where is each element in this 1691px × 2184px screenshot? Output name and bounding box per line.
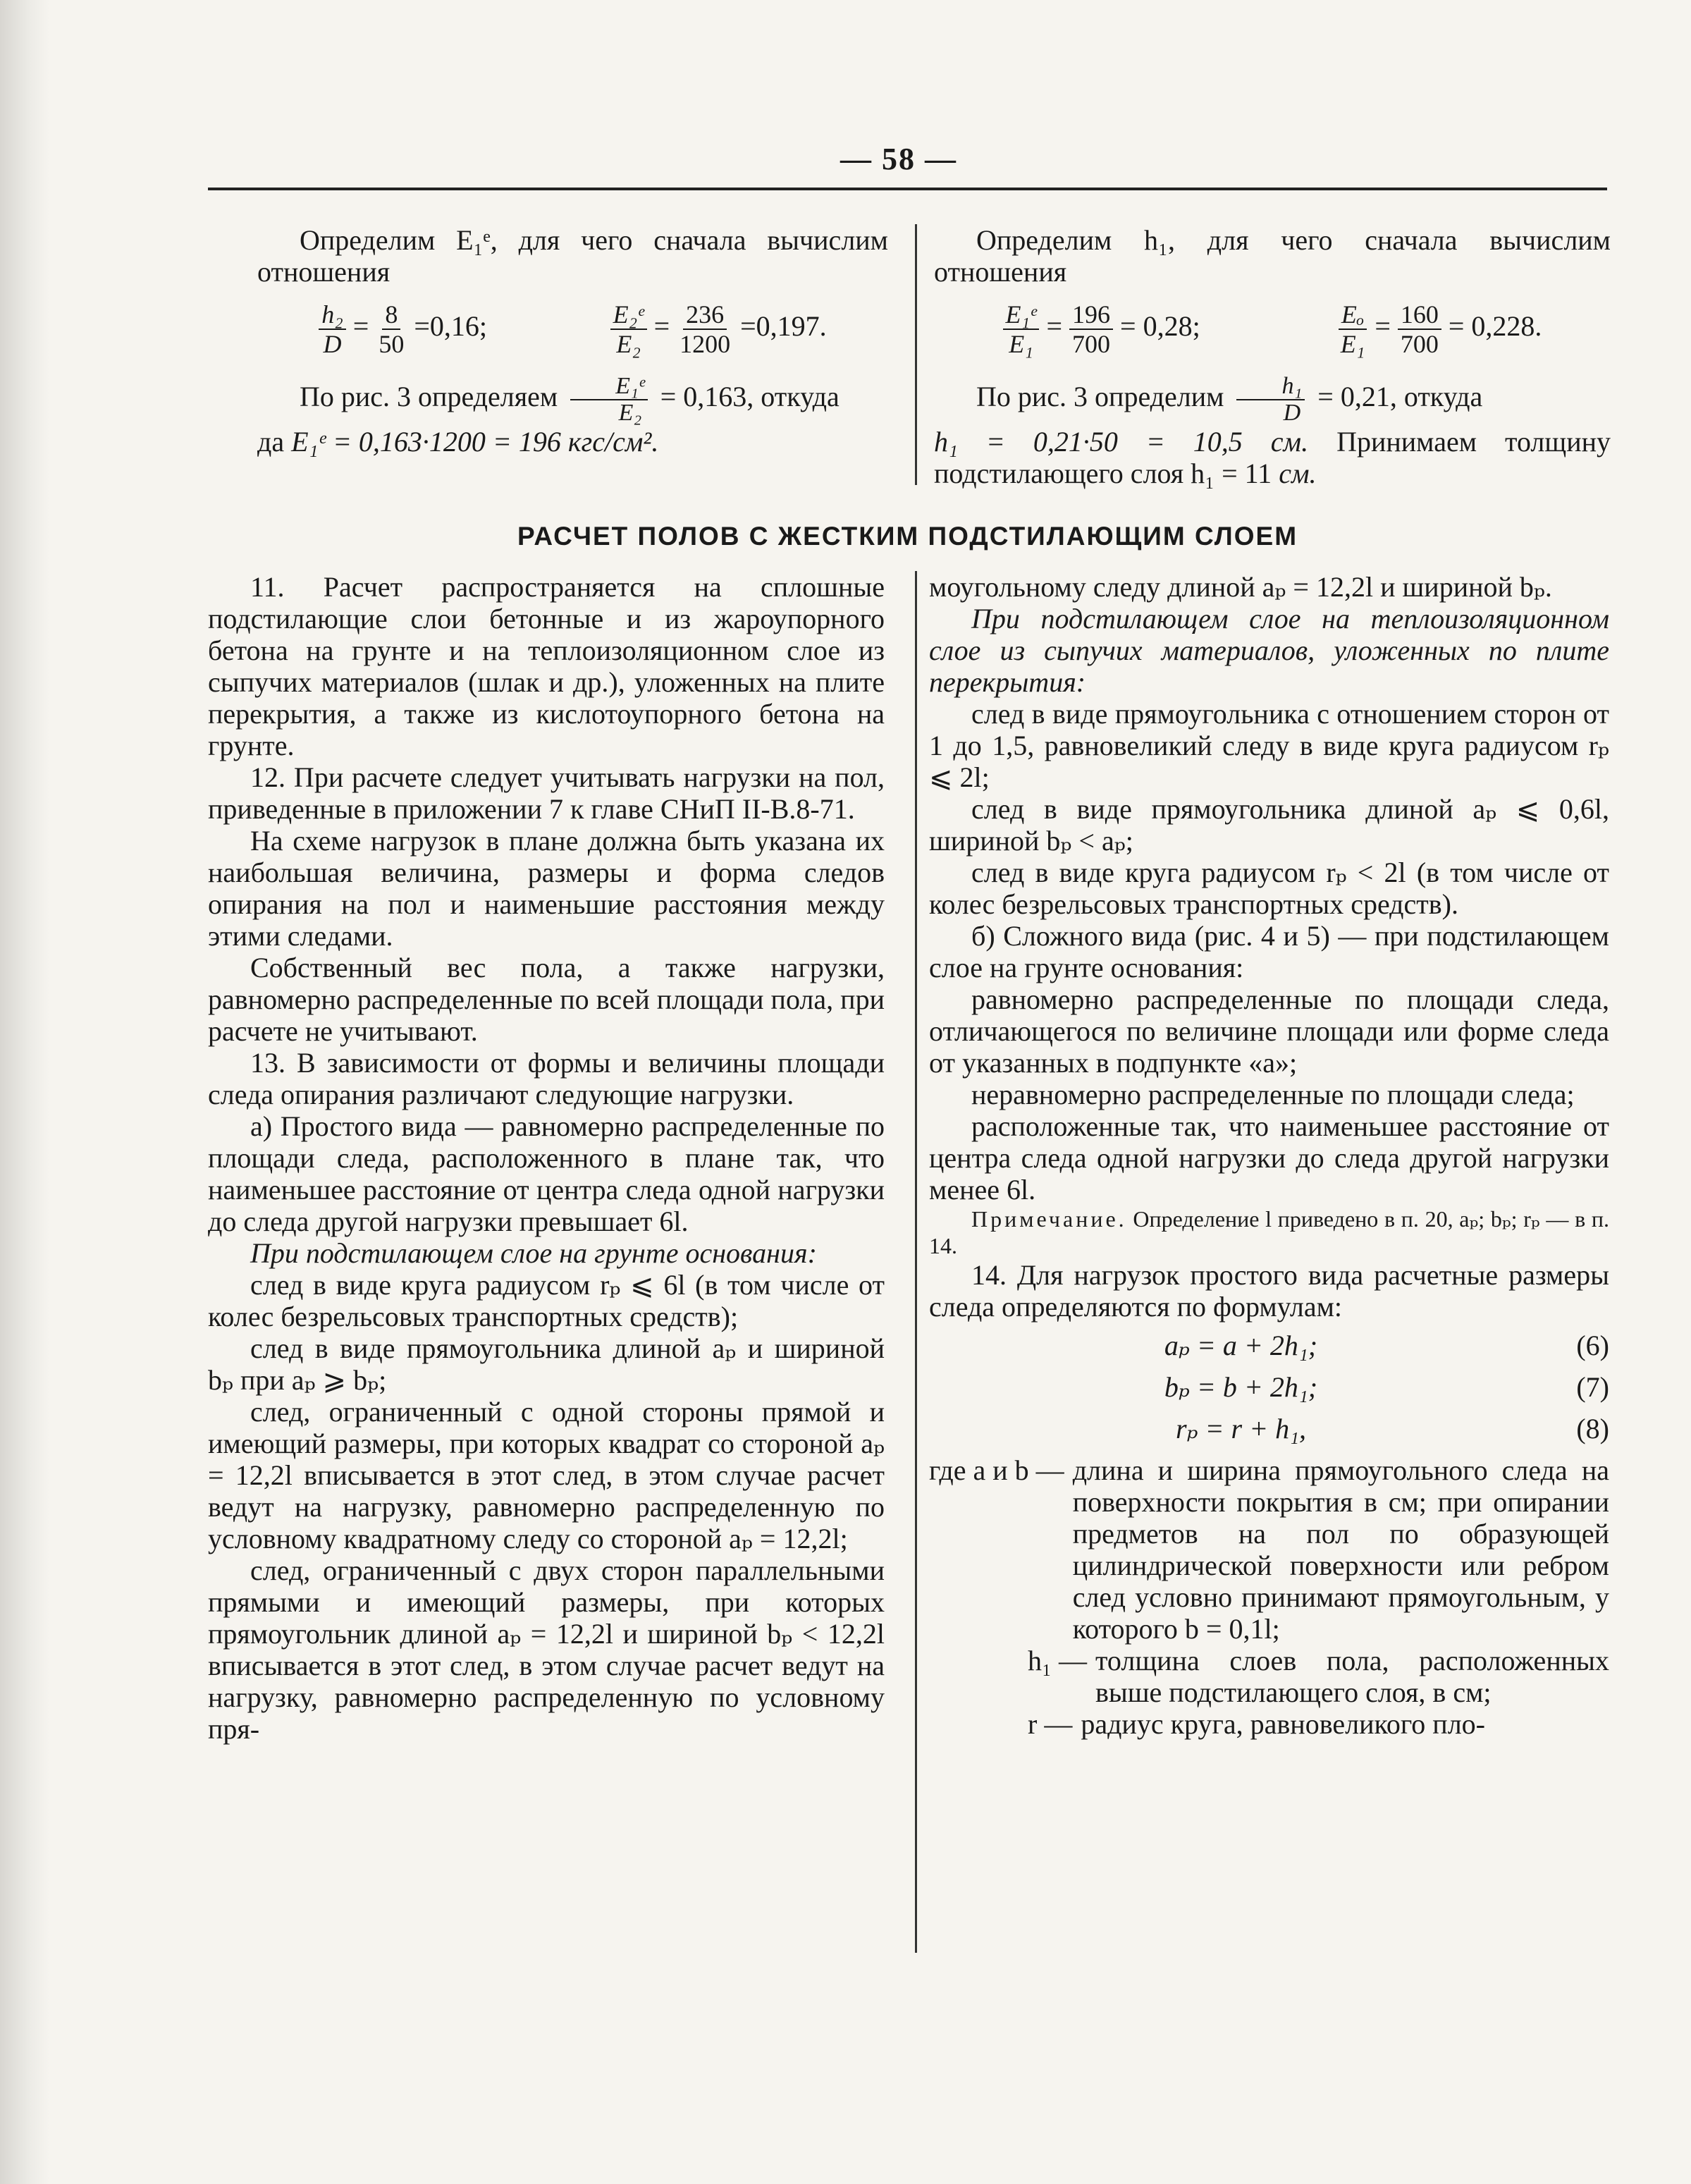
main-left-column: [208, 571, 885, 1745]
paragraph: а) Простого вида — равномерно распределенные по площади следа, расположенного в плане так, что наименьшее расстояние от центра следа одной нагрузки до следа другой нагрузки превышает 6l.: [208, 1110, 885, 1237]
paragraph: неравномерно распределенные по площади следа;: [971, 1079, 1575, 1110]
frac-den: 1200: [680, 330, 731, 358]
frac-num: Eₒ: [1339, 300, 1367, 330]
definition-term: r —: [1028, 1708, 1073, 1740]
result-tail: Принимаем толщину подстилающего слоя h₁ = 11: [934, 426, 1611, 489]
equation-expression: aₚ = a + 2h₁;: [1164, 1330, 1318, 1361]
frac-num: E₁ᵉ: [1003, 300, 1040, 330]
definition-r: [929, 1708, 1609, 1740]
page-number: — 58 —: [840, 142, 957, 176]
equation-expression: bₚ = b + 2h₁;: [1164, 1371, 1318, 1403]
frac-num: h₁: [1236, 374, 1305, 400]
formula-e1-ratio: $\frac{\text{E₁ᵉ}}{\text{E₁}}$ = $\frac{196}{700}$ = 0,28;: [1003, 300, 1200, 358]
result-unit-2: см.: [1279, 458, 1317, 489]
top-left-intro: Определим E₁ᵉ, для чего сначала вычислим отношения: [257, 224, 888, 288]
note-text: Определение l приведено в п. 20, aₚ; bₚ; rₚ — в п. 14.: [929, 1206, 1610, 1258]
footnote: [929, 1206, 1609, 1259]
paragraph: след в виде круга радиусом rₚ < 2l (в том числе от колес безрельсовых транспортных средств).: [929, 857, 1609, 920]
frac-num: 236: [683, 300, 727, 330]
paragraph: след в виде круга радиусом rₚ ⩽ 6l (в том числе от колес безрельсовых транспортных средств);: [208, 1269, 885, 1332]
definition-term: где a и b —: [929, 1454, 1064, 1486]
equation-7: [929, 1371, 1609, 1403]
top-left-lookup: [257, 374, 888, 426]
frac-den: 700: [1072, 330, 1111, 358]
formula-e2-ratio: $\frac{\text{E₂ᵉ}}{\text{E₂}}$ = $\frac{236}{1200}$ =0,197.: [610, 300, 827, 358]
frac-den: E₂: [616, 330, 641, 358]
frac-den: 50: [379, 330, 405, 358]
paragraph: равномерно распределенные по площади следа, отличающегося по величине площади или форме следа от указанных в подпункте «а»;: [929, 983, 1609, 1079]
top-right-formulas: [934, 300, 1611, 358]
frac-num: h₂: [319, 300, 346, 330]
lookup-tail: = 0,21, откуда: [1317, 381, 1483, 413]
result-unit: см.: [1270, 426, 1309, 458]
note-label: Примечание.: [971, 1206, 1127, 1232]
paragraph: 11. Расчет распространяется на сплошные подстилающие слои бетонные и из жароупорного бетона на грунте и на теплоизоляционном слое из сыпучих материалов (шлак и др.), уложенных на плите перекрытия, а также из кислотоупорного бетона на грунте.: [208, 571, 885, 761]
lookup-lead: По рис. 3 определяем: [300, 381, 558, 413]
top-left-result: да E₁ᵉ = 0,163·1200 = 196 кгс/см².: [257, 426, 659, 458]
frac-num: 8: [382, 300, 400, 330]
paragraph: моугольному следу длиной aₚ = 12,2l и шириной bₚ.: [929, 571, 1552, 603]
paragraph: след в виде прямоугольника длиной aₚ и шириной bₚ при aₚ ⩾ bₚ;: [208, 1332, 885, 1396]
lookup-tail: = 0,163, откуда: [660, 381, 840, 413]
paragraph: расположенные так, что наименьшее расстояние от центра следа одной нагрузки до следа другой нагрузки менее 6l.: [929, 1110, 1609, 1206]
top-right-calculation: [934, 224, 1611, 489]
paragraph: На схеме нагрузок в плане должна быть указана их наибольшая величина, размеры и форма следов опирания на пол и наименьшие расстояния между этими следами.: [208, 825, 885, 952]
main-column-divider: [915, 571, 917, 1953]
paragraph: б) Сложного вида (рис. 4 и 5) — при подстилающем слое на грунте основания:: [929, 920, 1609, 983]
subheading-italic: При подстилающем слое на теплоизоляционном слое из сыпучих материалов, уложенных по плите перекрытия:: [929, 603, 1609, 698]
definition-body: длина и ширина прямоугольного следа на поверхности покрытия в см; при опирании предметов на пол по образующей цилиндрической поверхности или ребром след условно принимают прямоугольным, у которого b = 0,1l;: [1072, 1454, 1609, 1645]
frac-num: 160: [1398, 300, 1441, 330]
top-right-intro: Определим h₁, для чего сначала вычислим отношения: [934, 224, 1611, 288]
header-rule: [208, 188, 1607, 190]
definition-body: толщина слоев пола, расположенных выше подстилающего слоя, в см;: [1095, 1645, 1609, 1708]
frac-num: E₂ᵉ: [610, 300, 647, 330]
formula-result: =0,197.: [740, 310, 827, 343]
result-expression: E₁ᵉ = 0,163·1200 = 196: [291, 426, 561, 458]
main-right-column: [929, 571, 1609, 1740]
paragraph: 12. При расчете следует учитывать нагрузки на пол, приведенные в приложении 7 к главе СНиП II-В.8-71.: [208, 761, 885, 825]
formula-result: = 0,228.: [1448, 310, 1542, 343]
paragraph: 14. Для нагрузок простого вида расчетные размеры следа определяются по формулам:: [929, 1259, 1609, 1323]
lookup-lead: По рис. 3 определим: [976, 381, 1224, 413]
frac-den: E₁: [1009, 330, 1033, 358]
result-expression: h₁ = 0,21·50 = 10,5: [934, 426, 1243, 458]
definition-body: радиус круга, равновеликого пло-: [1081, 1708, 1485, 1740]
top-left-calculation: [257, 224, 888, 458]
top-left-formulas: [257, 300, 888, 358]
equation-number: (6): [1576, 1330, 1609, 1361]
formula-h2-d: $\frac{\text{h₂}}{D}$ = $\frac{8}{50}$ =0,16;: [319, 300, 487, 358]
result-unit: кгс/см².: [567, 426, 659, 458]
frac-den: E₁: [1340, 330, 1365, 358]
formula-result: = 0,28;: [1120, 310, 1200, 343]
frac-den: E₂: [618, 400, 642, 426]
paragraph: Собственный вес пола, а также нагрузки, равномерно распределенные по всей площади пола, при расчете не учитывают.: [208, 952, 885, 1047]
definition-term: h₁ —: [1028, 1645, 1087, 1676]
frac-den: D: [323, 330, 342, 358]
equation-6: [929, 1330, 1609, 1361]
definition-a-b: [929, 1454, 1609, 1645]
formula-e0-ratio: $\frac{\text{Eₒ}}{\text{E₁}}$ = $\frac{160}{700}$ = 0,228.: [1338, 300, 1542, 358]
frac-den: D: [1283, 400, 1301, 426]
section-heading: РАСЧЕТ ПОЛОВ С ЖЕСТКИМ ПОДСТИЛАЮЩИМ СЛОЕМ: [517, 522, 1298, 551]
frac-den: 700: [1400, 330, 1439, 358]
top-right-result: [934, 426, 1611, 489]
equation-8: [929, 1413, 1609, 1444]
frac-num: E₁ᵉ: [570, 374, 648, 400]
paragraph: след в виде прямоугольника длиной aₚ ⩽ 0,6l, шириной bₚ < aₚ;: [929, 793, 1609, 857]
definition-h1: [929, 1645, 1609, 1708]
equation-number: (7): [1576, 1371, 1609, 1403]
paragraph: след, ограниченный с двух сторон параллельными прямыми и имеющий размеры, при которых прямоугольник длиной aₚ = 12,2l и шириной bₚ < 12,2l вписывается в этот след, в этом случае расчет ведут на нагрузку, равномерно распределенную по условному пря-: [208, 1554, 885, 1745]
equation-expression: rₚ = r + h₁,: [1175, 1413, 1307, 1444]
subheading-italic: При подстилающем слое на грунте основания:: [250, 1237, 817, 1269]
frac-num: 196: [1069, 300, 1113, 330]
top-right-lookup: [934, 374, 1611, 426]
paragraph: след, ограниченный с одной стороны прямой и имеющий размеры, при которых квадрат со стороной aₚ = 12,2l вписывается в этот след, в этом случае расчет ведут на нагрузку, равномерно распределенную по условному квадратному следу со стороной aₚ = 12,2l;: [208, 1396, 885, 1554]
top-column-divider: [915, 224, 917, 485]
equation-number: (8): [1576, 1413, 1609, 1444]
scan-edge-shadow: [0, 0, 49, 2184]
paragraph: след в виде прямоугольника с отношением сторон от 1 до 1,5, равновеликий следу в виде круга радиусом rₚ ⩽ 2l;: [929, 698, 1609, 793]
formula-result: =0,16;: [414, 310, 488, 343]
paragraph: 13. В зависимости от формы и величины площади следа опирания различают следующие нагрузки.: [208, 1047, 885, 1110]
